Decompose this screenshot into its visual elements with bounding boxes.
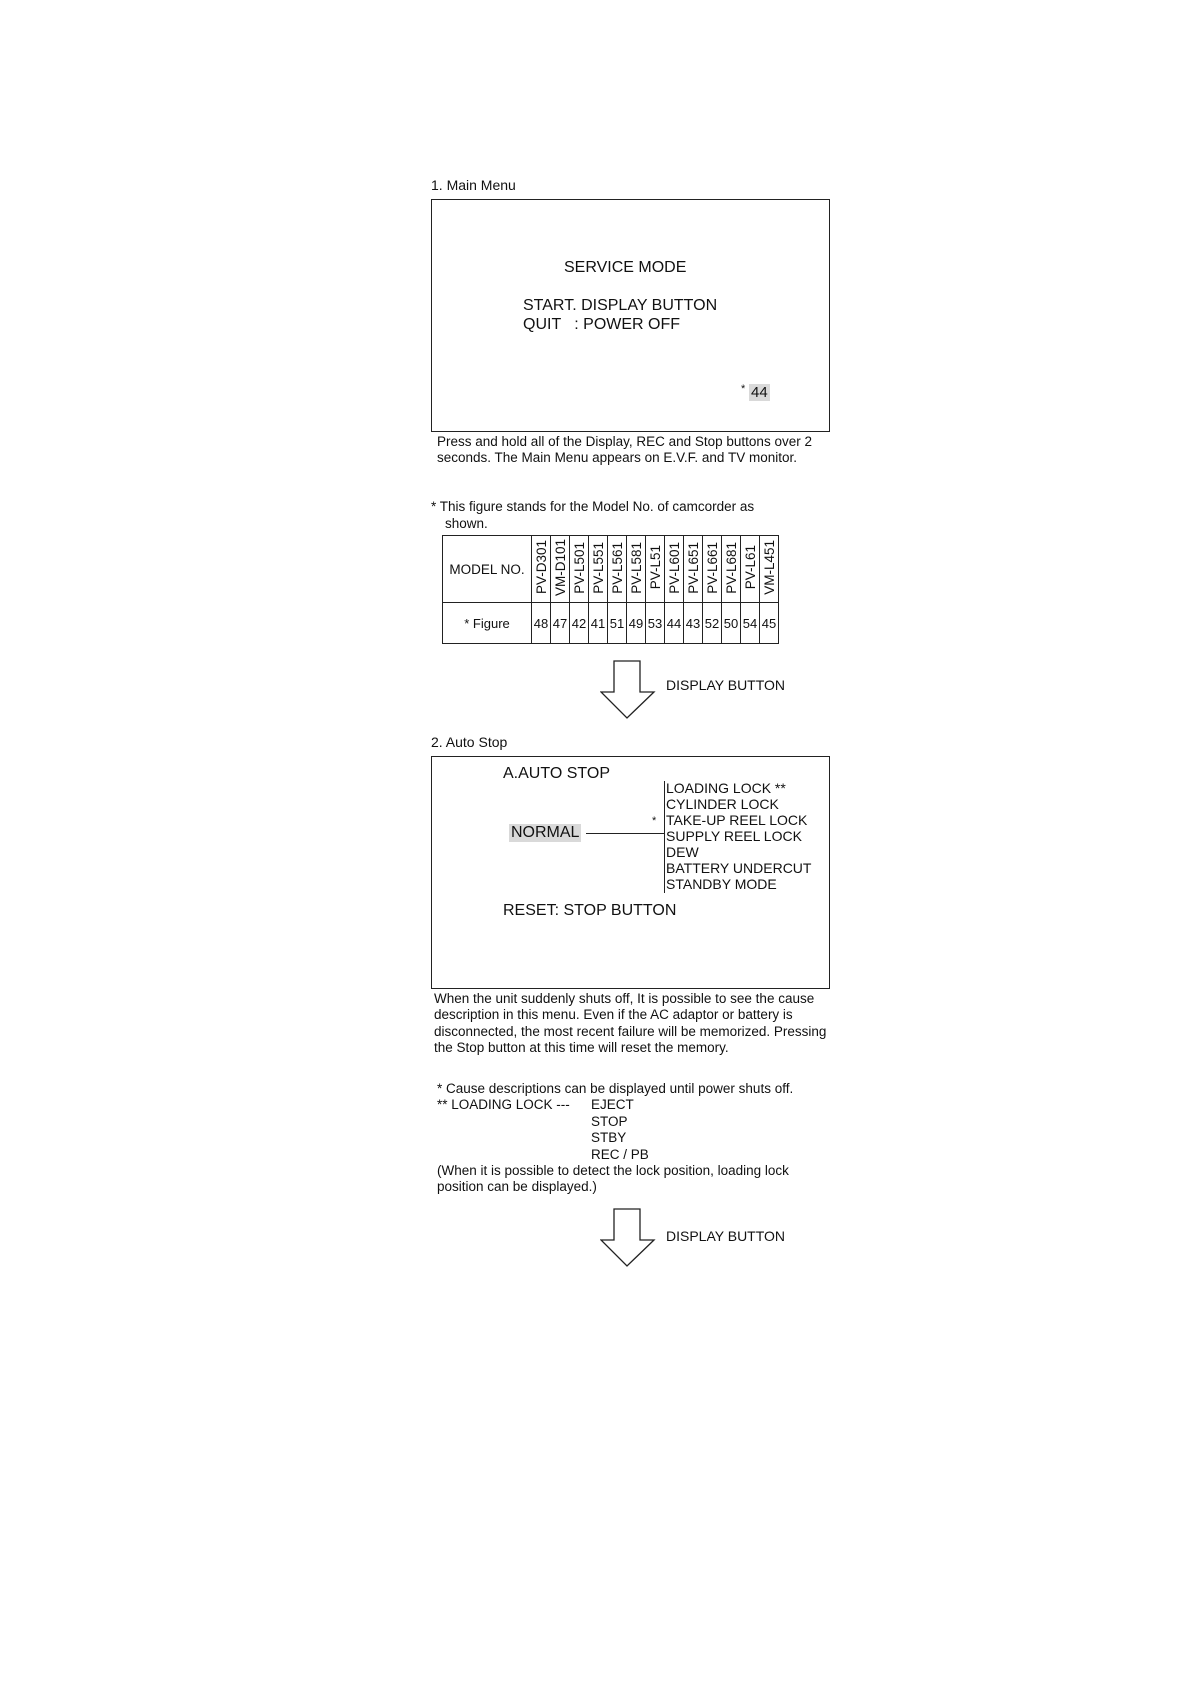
figure-note-line2: shown. bbox=[445, 516, 488, 531]
figure-cell: 54 bbox=[741, 603, 760, 644]
figure-cell: 49 bbox=[627, 603, 646, 644]
auto-stop-screen bbox=[431, 756, 830, 989]
cause-item: SUPPLY REEL LOCK bbox=[666, 828, 802, 844]
down-arrow-icon bbox=[600, 1208, 660, 1268]
quit-line: QUIT : POWER OFF bbox=[523, 316, 681, 333]
service-mode-heading: SERVICE MODE bbox=[564, 259, 687, 276]
lock-position-note: (When it is possible to detect the lock position, loading lock position can be displayed.) bbox=[437, 1163, 789, 1195]
model-cell: PV-L601 bbox=[666, 541, 682, 594]
lock-position: STOP bbox=[591, 1114, 628, 1129]
model-cell: VM-L451 bbox=[761, 540, 777, 595]
model-star: * bbox=[741, 383, 746, 395]
figure-cell: 50 bbox=[722, 603, 741, 644]
model-cell: PV-L651 bbox=[685, 541, 701, 594]
figure-note-line1: * This figure stands for the Model No. of camcorder as bbox=[431, 499, 755, 514]
auto-stop-description: When the unit suddenly shuts off, It is possible to see the cause description in this menu. Even if the AC adaptor or battery is disconnected, the most recent failure will be memorized. Pressing the Stop button at this time will reset the memory. bbox=[434, 991, 827, 1056]
arrow-label-display-button: DISPLAY BUTTON bbox=[666, 677, 786, 693]
model-cell: PV-L551 bbox=[590, 541, 606, 594]
model-table bbox=[442, 535, 779, 644]
main-menu-screen bbox=[431, 199, 830, 432]
figure-cell: 43 bbox=[684, 603, 703, 644]
normal-status: NORMAL bbox=[511, 824, 580, 841]
main-menu-description: Press and hold all of the Display, REC and Stop buttons over 2 seconds. The Main Menu appears on E.V.F. and TV monitor. bbox=[437, 434, 812, 466]
model-code: 44 bbox=[751, 384, 768, 401]
model-cell: PV-L51 bbox=[647, 545, 663, 590]
model-no-label: MODEL NO. bbox=[443, 536, 532, 603]
down-arrow-icon bbox=[600, 660, 660, 720]
auto-stop-heading: A.AUTO STOP bbox=[503, 765, 610, 782]
section-title-auto-stop: 2. Auto Stop bbox=[431, 734, 508, 750]
model-cell: PV-D301 bbox=[533, 540, 549, 595]
lock-position: STBY bbox=[591, 1130, 627, 1145]
reset-line: RESET: STOP BUTTON bbox=[503, 902, 677, 919]
model-cell: PV-L681 bbox=[723, 541, 739, 594]
cause-item: STANDBY MODE bbox=[666, 876, 777, 892]
model-cell: PV-L61 bbox=[742, 545, 758, 590]
figure-cell: 47 bbox=[551, 603, 570, 644]
figure-cell: 52 bbox=[703, 603, 722, 644]
lock-position: REC / PB bbox=[591, 1147, 649, 1162]
connector-line bbox=[586, 833, 665, 834]
section-title-main-menu: 1. Main Menu bbox=[431, 177, 516, 193]
cause-note: * Cause descriptions can be displayed until power shuts off. bbox=[437, 1081, 794, 1096]
figure-cell: 51 bbox=[608, 603, 627, 644]
model-cell: PV-L581 bbox=[628, 541, 644, 594]
start-line: START. DISPLAY BUTTON bbox=[523, 297, 718, 314]
model-cell: PV-L661 bbox=[704, 541, 720, 594]
figure-cell: 42 bbox=[570, 603, 589, 644]
model-cell: VM-D101 bbox=[552, 538, 568, 597]
cause-item: LOADING LOCK ** bbox=[666, 780, 786, 796]
cause-item: TAKE-UP REEL LOCK bbox=[666, 812, 808, 828]
cause-item: CYLINDER LOCK bbox=[666, 796, 779, 812]
cause-star: * bbox=[652, 815, 657, 827]
model-cell: PV-L561 bbox=[609, 541, 625, 594]
model-cell: PV-L501 bbox=[571, 541, 587, 594]
figure-cell: 44 bbox=[665, 603, 684, 644]
cause-bracket bbox=[664, 781, 665, 893]
figure-cell: 48 bbox=[532, 603, 551, 644]
figure-label: * Figure bbox=[443, 603, 532, 644]
arrow-label-display-button: DISPLAY BUTTON bbox=[666, 1228, 786, 1244]
cause-item: BATTERY UNDERCUT bbox=[666, 860, 812, 876]
figure-cell: 41 bbox=[589, 603, 608, 644]
lock-position: EJECT bbox=[591, 1097, 634, 1112]
figure-cell: 45 bbox=[760, 603, 779, 644]
cause-item: DEW bbox=[666, 844, 699, 860]
figure-cell: 53 bbox=[646, 603, 665, 644]
loading-lock-note: ** LOADING LOCK --- bbox=[437, 1097, 570, 1112]
